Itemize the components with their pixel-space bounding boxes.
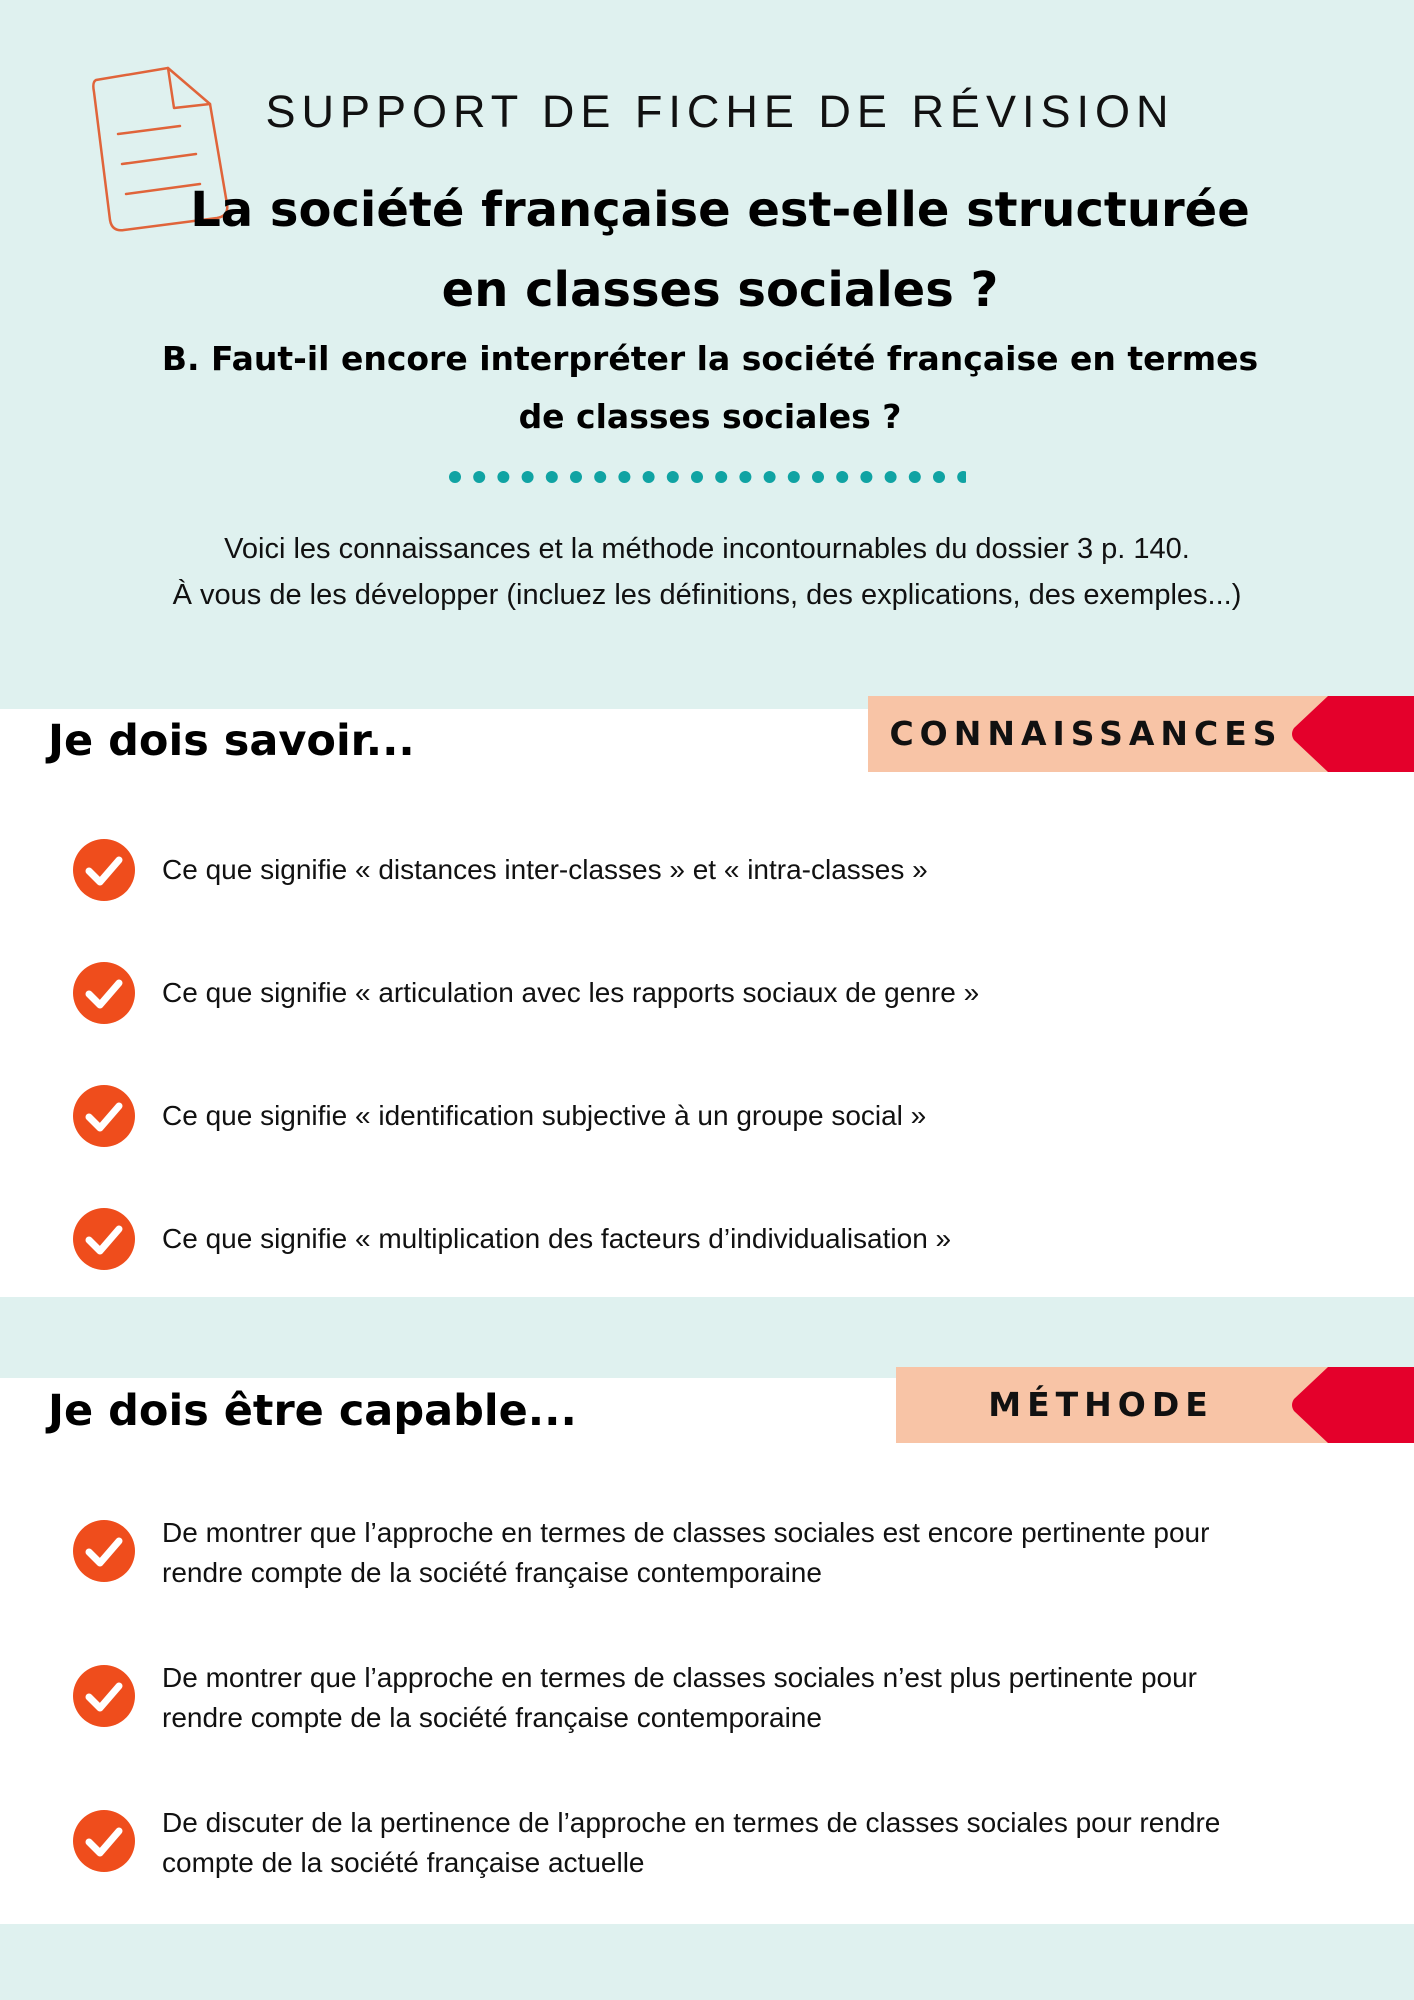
- tag-accent-shape: [1288, 696, 1414, 772]
- knowledge-item-text: Ce que signifie « identification subjective à un groupe social »: [162, 1100, 927, 1131]
- divider-dot: [957, 471, 966, 483]
- tag-accent-shape: [1288, 1367, 1414, 1443]
- divider-dot: [594, 471, 606, 483]
- divider-dot: [473, 471, 485, 483]
- divider-dot: [764, 471, 776, 483]
- intro-text: [60, 526, 1354, 618]
- check-circle-icon: [72, 1809, 136, 1873]
- method-heading: Je dois être capable...: [48, 1386, 577, 1436]
- check-circle-icon: [72, 1207, 136, 1271]
- check-circle-icon: [72, 1519, 136, 1583]
- divider-dot: [546, 471, 558, 483]
- knowledge-heading: Je dois savoir...: [48, 716, 415, 766]
- intro-line-1: Voici les connaissances et la méthode incontournables du dossier 3 p. 140.: [224, 533, 1190, 565]
- knowledge-tag-label: CONNAISSANCES: [889, 714, 1283, 753]
- divider-dot: [739, 471, 751, 483]
- divider-dot: [643, 471, 655, 483]
- check-circle-icon: [72, 1664, 136, 1728]
- eyebrow-title: SUPPORT DE FICHE DE RÉVISION: [265, 86, 1175, 137]
- divider-dot: [836, 471, 848, 483]
- divider-dot: [570, 471, 582, 483]
- method-item-text: De montrer que l’approche en termes de classes sociales est encore pertinente pour rendre compte de la société française contemporaine: [162, 1517, 1210, 1588]
- knowledge-item-text: Ce que signifie « distances inter-classes » et « intra-classes »: [162, 854, 928, 885]
- divider-dot: [909, 471, 921, 483]
- dotted-divider: [446, 468, 966, 486]
- check-circle-icon: [72, 838, 136, 902]
- check-circle-icon: [72, 1084, 136, 1148]
- divider-dot: [667, 471, 679, 483]
- divider-dot: [522, 471, 534, 483]
- divider-dot: [618, 471, 630, 483]
- divider-dot: [449, 471, 461, 483]
- divider-dot: [933, 471, 945, 483]
- knowledge-tag: [868, 696, 1414, 772]
- method-tag: [896, 1367, 1414, 1443]
- divider-dot: [885, 471, 897, 483]
- divider-dot: [812, 471, 824, 483]
- intro-line-2: À vous de les développer (incluez les définitions, des explications, des exemples...): [172, 579, 1242, 611]
- method-item-text: De discuter de la pertinence de l’approche en termes de classes sociales pour rendre compte de la société française actuelle: [162, 1807, 1221, 1878]
- divider-dot: [715, 471, 727, 483]
- divider-dot: [497, 471, 509, 483]
- knowledge-item-text: Ce que signifie « articulation avec les rapports sociaux de genre »: [162, 977, 980, 1008]
- check-circle-icon: [72, 961, 136, 1025]
- divider-dot: [691, 471, 703, 483]
- divider-dot: [788, 471, 800, 483]
- page-subtitle: B. Faut-il encore interpréter la société française en termes de classes sociales ?: [161, 339, 1259, 436]
- page-title: La société française est-elle structurée en classes sociales ?: [190, 182, 1250, 318]
- divider-dot: [860, 471, 872, 483]
- method-item-text: De montrer que l’approche en termes de classes sociales n’est plus pertinente pour rendre compte de la société française contemporaine: [162, 1662, 1198, 1733]
- knowledge-item-text: Ce que signifie « multiplication des facteurs d’individualisation »: [162, 1223, 952, 1254]
- method-tag-label: MÉTHODE: [988, 1385, 1214, 1424]
